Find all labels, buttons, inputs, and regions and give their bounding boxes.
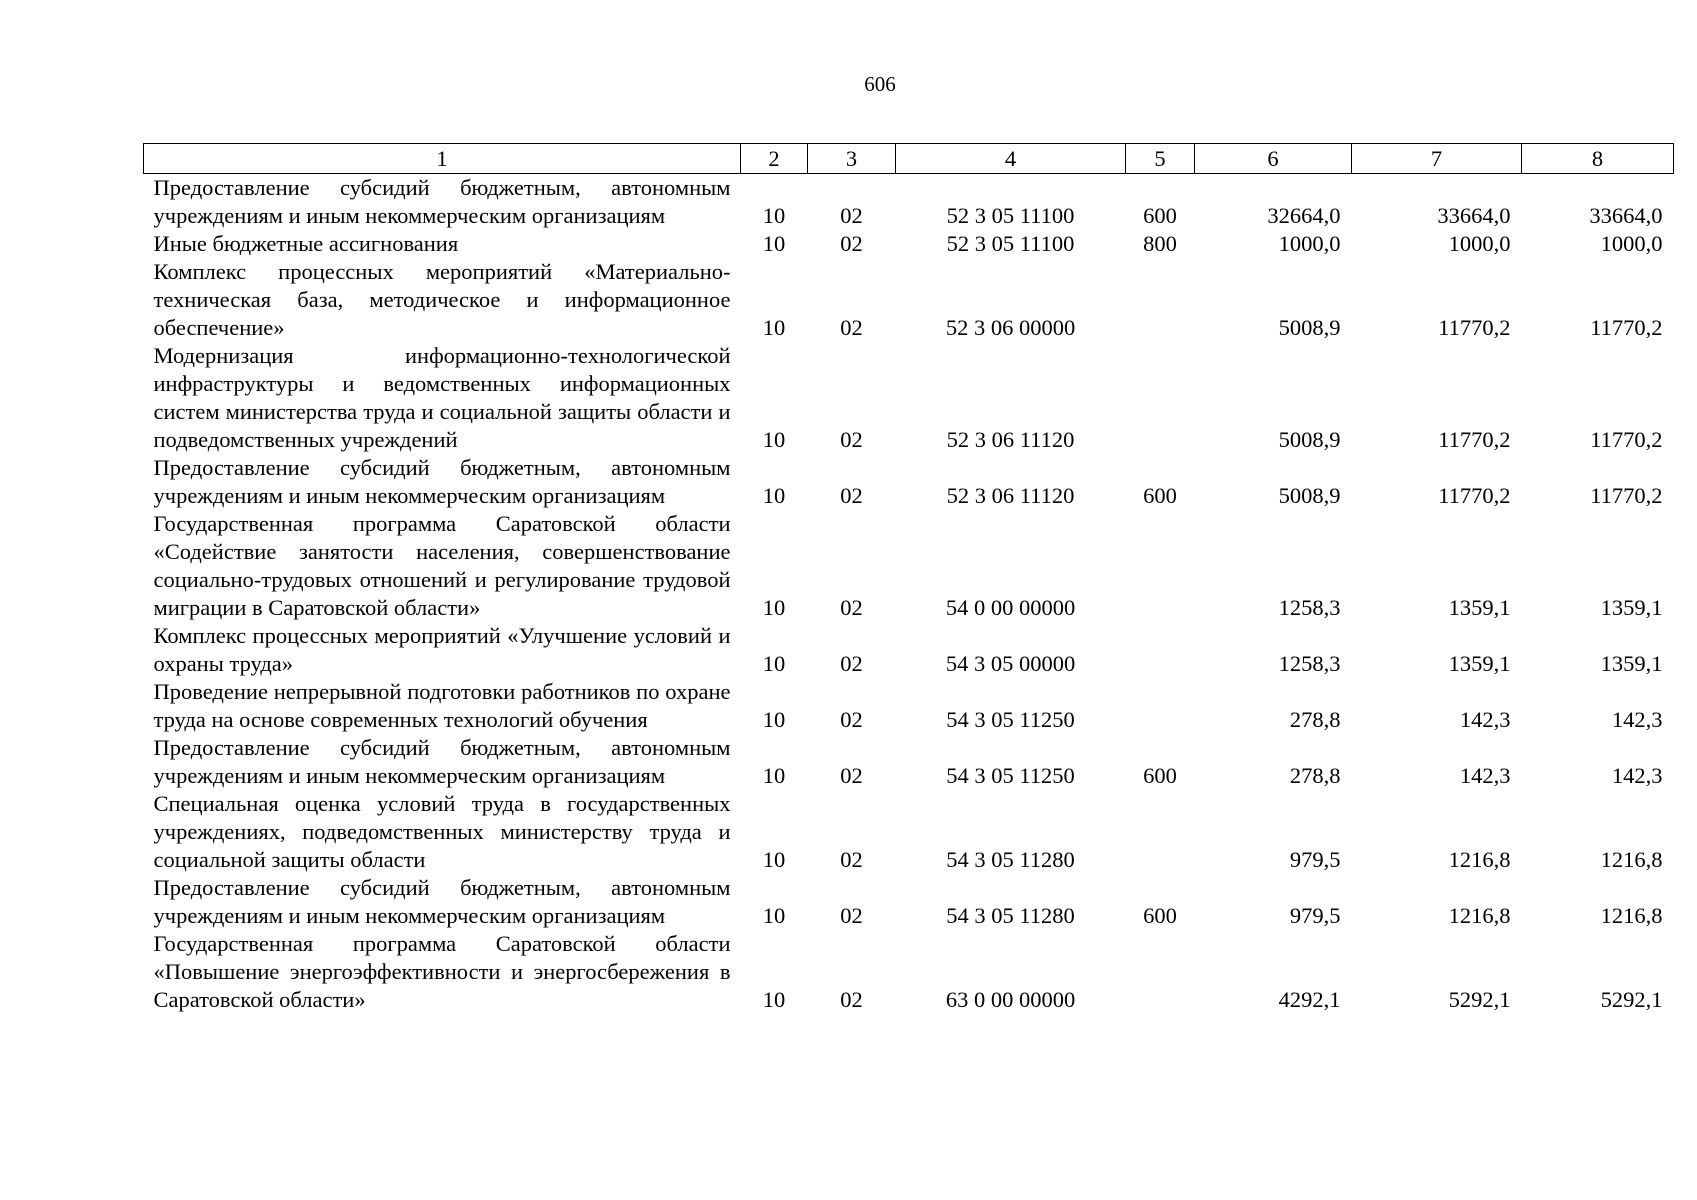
amount-col-6: 5008,9: [1278, 427, 1341, 452]
subsection-code: 02: [840, 987, 863, 1012]
expense-type-code: [1126, 930, 1195, 1014]
budget-table: [143, 143, 1674, 1014]
column-header: 8: [1522, 144, 1674, 174]
target-article-code: 52 3 06 11120: [946, 427, 1075, 452]
column-header: 1: [144, 144, 741, 174]
target-article-code: 63 0 00 00000: [945, 987, 1076, 1012]
expense-type-code: 600: [1143, 203, 1177, 228]
amount-col-6: 979,5: [1289, 903, 1341, 928]
amount-col-7: 1359,1: [1448, 651, 1511, 676]
column-header: 6: [1195, 144, 1352, 174]
target-article-code: 52 3 05 11100: [946, 203, 1075, 228]
expense-type-code: [1126, 790, 1195, 874]
amount-col-6: 4292,1: [1278, 987, 1341, 1012]
amount-col-8: 1359,1: [1600, 595, 1663, 620]
table-row: [144, 790, 1674, 874]
section-code: 10: [762, 595, 786, 620]
target-article-code: 54 3 05 11280: [946, 847, 1075, 872]
row-name: Государственная программа Саратовской области «Содействие занятости населения, совершенствование социально-трудовых отношений и регулирование трудовой миграции в Саратовской области»: [153, 511, 731, 620]
expense-type-code: [1126, 342, 1195, 454]
table-row: [144, 342, 1674, 454]
amount-col-8: 1000,0: [1600, 231, 1663, 256]
page-number: 606: [864, 72, 896, 96]
amount-col-7: 1216,8: [1448, 847, 1511, 872]
target-article-code: 52 3 06 11120: [946, 483, 1075, 508]
target-article-code: 54 3 05 11250: [946, 763, 1075, 788]
target-article-code: 54 3 05 00000: [945, 651, 1076, 676]
subsection-code: 02: [840, 427, 863, 452]
amount-col-7: 1000,0: [1448, 231, 1511, 256]
subsection-code: 02: [840, 651, 863, 676]
amount-col-8: 11770,2: [1590, 315, 1663, 340]
amount-col-8: 1216,8: [1600, 847, 1663, 872]
header-row: [144, 144, 1674, 174]
amount-col-8: 1359,1: [1600, 651, 1663, 676]
amount-col-8: 11770,2: [1590, 427, 1663, 452]
section-code: 10: [762, 707, 786, 732]
amount-col-8: 142,3: [1611, 707, 1663, 732]
amount-col-8: 5292,1: [1600, 987, 1663, 1012]
column-header: 5: [1126, 144, 1195, 174]
amount-col-6: 5008,9: [1278, 315, 1341, 340]
row-name: Иные бюджетные ассигнования: [153, 231, 459, 256]
section-code: 10: [762, 315, 786, 340]
target-article-code: 52 3 06 00000: [945, 315, 1076, 340]
section-code: 10: [762, 987, 786, 1012]
amount-col-6: 278,8: [1289, 763, 1341, 788]
table-row: [144, 454, 1674, 510]
table-row: [144, 930, 1674, 1014]
amount-col-7: 1216,8: [1448, 903, 1511, 928]
amount-col-6: 278,8: [1289, 707, 1341, 732]
subsection-code: 02: [840, 903, 863, 928]
section-code: 10: [762, 763, 786, 788]
subsection-code: 02: [840, 763, 863, 788]
subsection-code: 02: [840, 231, 863, 256]
amount-col-6: 979,5: [1289, 847, 1341, 872]
table-row: [144, 510, 1674, 622]
amount-col-7: 33664,0: [1437, 203, 1511, 228]
amount-col-7: 11770,2: [1438, 427, 1511, 452]
target-article-code: 54 3 05 11250: [946, 707, 1075, 732]
row-name: Специальная оценка условий труда в государственных учреждениях, подведомственных министерству труда и социальной защиты области: [153, 791, 731, 872]
section-code: 10: [762, 903, 786, 928]
amount-col-8: 142,3: [1611, 763, 1663, 788]
section-code: 10: [762, 483, 786, 508]
subsection-code: 02: [840, 595, 863, 620]
row-name: Модернизация информационно-технологической инфраструктуры и ведомственных информационных систем министерства труда и социальной защиты области и подведомственных учреждений: [153, 343, 731, 452]
section-code: 10: [762, 847, 786, 872]
column-header: 2: [741, 144, 808, 174]
amount-col-7: 142,3: [1459, 763, 1511, 788]
table-row: [144, 678, 1674, 734]
table-row: [144, 874, 1674, 930]
section-code: 10: [762, 651, 786, 676]
column-header: 4: [896, 144, 1126, 174]
row-name: Комплекс процессных мероприятий «Улучшение условий и охраны труда»: [153, 623, 731, 676]
row-name: Предоставление субсидий бюджетным, автономным учреждениям и иным некоммерческим организациям: [153, 455, 731, 508]
amount-col-7: 142,3: [1459, 707, 1511, 732]
target-article-code: 52 3 05 11100: [946, 231, 1075, 256]
amount-col-7: 11770,2: [1438, 483, 1511, 508]
target-article-code: 54 3 05 11280: [946, 903, 1075, 928]
amount-col-7: 5292,1: [1448, 987, 1511, 1012]
amount-col-8: 33664,0: [1589, 203, 1663, 228]
column-header: 7: [1352, 144, 1522, 174]
row-name: Проведение непрерывной подготовки работников по охране труда на основе современных технологий обучения: [153, 679, 731, 732]
expense-type-code: [1126, 510, 1195, 622]
amount-col-6: 1258,3: [1278, 595, 1341, 620]
amount-col-6: 1000,0: [1278, 231, 1341, 256]
row-name: Предоставление субсидий бюджетным, автономным учреждениям и иным некоммерческим организациям: [153, 175, 731, 228]
column-header: 3: [808, 144, 896, 174]
table-body: [144, 174, 1674, 1015]
target-article-code: 54 0 00 00000: [945, 595, 1076, 620]
expense-type-code: [1126, 622, 1195, 678]
amount-col-7: 1359,1: [1448, 595, 1511, 620]
section-code: 10: [762, 203, 786, 228]
amount-col-8: 11770,2: [1590, 483, 1663, 508]
subsection-code: 02: [840, 483, 863, 508]
subsection-code: 02: [840, 203, 863, 228]
table-row: [144, 230, 1674, 258]
section-code: 10: [762, 427, 786, 452]
expense-type-code: 600: [1143, 903, 1177, 928]
amount-col-6: 1258,3: [1278, 651, 1341, 676]
expense-type-code: 600: [1143, 483, 1177, 508]
expense-type-code: 800: [1143, 231, 1177, 256]
row-name: Предоставление субсидий бюджетным, автономным учреждениям и иным некоммерческим организациям: [153, 875, 731, 928]
subsection-code: 02: [840, 315, 863, 340]
amount-col-6: 32664,0: [1267, 203, 1341, 228]
expense-type-code: 600: [1143, 763, 1177, 788]
amount-col-6: 5008,9: [1278, 483, 1341, 508]
table-row: [144, 734, 1674, 790]
table-row: [144, 622, 1674, 678]
table-row: [144, 174, 1674, 231]
subsection-code: 02: [840, 847, 863, 872]
table-row: [144, 258, 1674, 342]
row-name: Комплекс процессных мероприятий «Материально-техническая база, методическое и информационное обеспечение»: [153, 259, 731, 340]
amount-col-8: 1216,8: [1600, 903, 1663, 928]
row-name: Государственная программа Саратовской области «Повышение энергоэффективности и энергосбережения в Саратовской области»: [153, 931, 731, 1012]
amount-col-7: 11770,2: [1438, 315, 1511, 340]
expense-type-code: [1126, 258, 1195, 342]
expense-type-code: [1126, 678, 1195, 734]
row-name: Предоставление субсидий бюджетным, автономным учреждениям и иным некоммерческим организациям: [153, 735, 731, 788]
section-code: 10: [762, 231, 786, 256]
subsection-code: 02: [840, 707, 863, 732]
